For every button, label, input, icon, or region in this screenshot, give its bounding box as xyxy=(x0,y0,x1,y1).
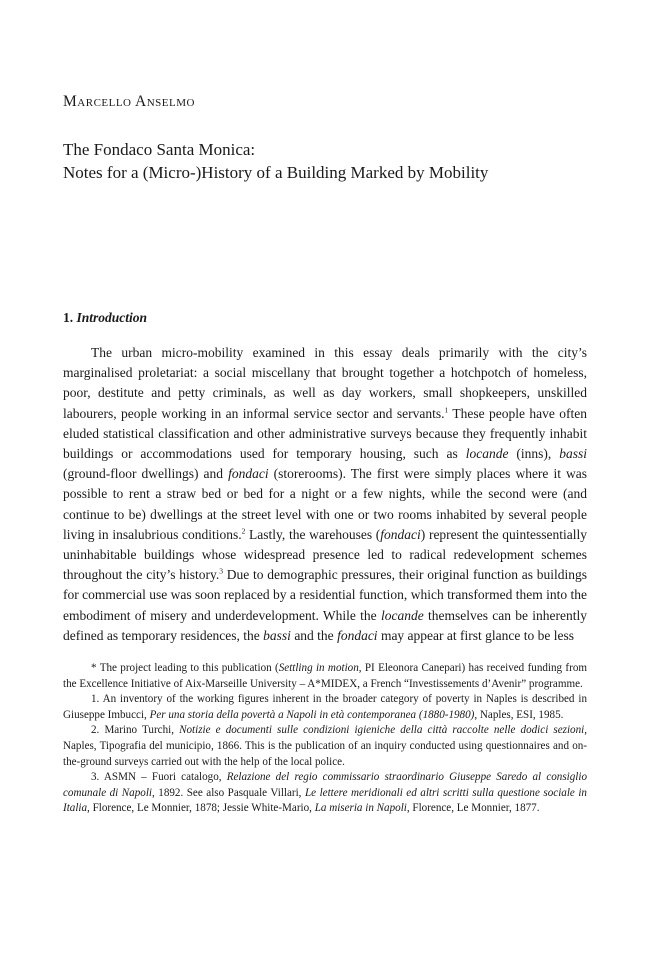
footnote-ref-2[interactable]: 2 xyxy=(241,526,246,536)
section-title: Introduction xyxy=(76,310,148,325)
body-text: Due to demographic pressures, their original function as buildings for commercial use was soon replaced by a residential function, which transformed them into the embodiment of misery and underdevelopment. While the xyxy=(63,567,587,623)
body-text: (storerooms). The first were simply places where it was possible to rent a straw bed or bed for a night or a few nights, while the second were (and continue to be) dwellings at the street level with one or two rooms inhabited by several people living in insalubrious conditions. xyxy=(63,466,587,542)
term-locande: locande xyxy=(380,607,424,623)
term-locande: locande xyxy=(465,446,509,462)
body-text: and the xyxy=(290,627,338,643)
body-text: (ground-floor dwellings) and xyxy=(63,466,229,482)
body-text: ) represent the quintessentially uninhabitable buildings whose widespread presence led to radical redevelopment schemes throughout the city’s history. xyxy=(63,526,587,583)
section-heading xyxy=(63,310,147,326)
footnote-2: 2. Marino Turchi, Notizie e documenti sulle condizioni igieniche della città raccolte nelle dodici sezioni, Naples, Tipografia del municipio, 1866. This is the publication of an inquiry conducted using questionnaires and on-the-ground surveys carried out with the help of the local police. xyxy=(63,724,587,768)
footnote-1: 1. An inventory of the working figures inherent in the broader category of poverty in Naples is described in Giuseppe Imbucci, Per una storia della povertà a Napoli in età contemporanea (1880-1980), Naples, ESI, 1985. xyxy=(63,693,587,721)
body-paragraph xyxy=(63,343,587,646)
term-fondaci: fondaci xyxy=(337,627,378,643)
body-text: themselves can be inherently defined as temporary residences, the xyxy=(63,607,587,643)
term-bassi: bassi xyxy=(263,627,291,643)
footnote-ref-3[interactable]: 3 xyxy=(219,566,223,576)
body-text: Lastly, the warehouses ( xyxy=(245,526,381,542)
footnote-3: 3. ASMN – Fuori catalogo, Relazione del regio commissario straordinario Giuseppe Saredo al consiglio comunale di Napoli, 1892. See also Pasquale Villari, Le lettere meridionali ed altri scritti sulla questione sociale in Italia, Florence, Le Monnier, 1878; Jessie White-Mario, La miseria in Napoli, Florence, Le Monnier, 1877. xyxy=(63,771,587,815)
term-bassi: bassi xyxy=(559,446,588,462)
term-fondaci: fondaci xyxy=(228,466,269,482)
author-name: Marcello Anselmo xyxy=(63,93,195,110)
title-line-1: The Fondaco Santa Monica: xyxy=(63,140,256,159)
title-line-2: Notes for a (Micro-)History of a Building Marked by Mobility xyxy=(63,163,489,182)
body-text: (inns), xyxy=(508,446,560,462)
footnote-ref-1[interactable]: 1 xyxy=(444,405,449,415)
term-fondaci: fondaci xyxy=(380,526,421,542)
footnotes xyxy=(63,661,587,817)
body-text: These people have often eluded statistical classification and other administrative surveys because they frequently inhabit buildings or accommodations used for temporary housing, such as xyxy=(63,405,587,462)
footnote-star: * The project leading to this publication (Settling in motion, PI Eleonora Canepari) has received funding from the Excellence Initiative of Aix-Marseille University – A*MIDEX, a French “Investissements d’Avenir” programme. xyxy=(63,662,587,690)
body-text: may appear at first glance to be less xyxy=(377,627,574,643)
paper-title xyxy=(63,138,603,184)
body-text: The urban micro-mobility examined in this essay deals primarily with the city’s marginalised proletariat: a social miscellany that brought together a hotchpotch of homeless, poor, destitute and petty criminals, as well as day workers, small shopkeepers, unskilled labourers, people working in an informal service sector and servants. xyxy=(63,345,587,421)
section-number: 1. xyxy=(63,310,74,325)
